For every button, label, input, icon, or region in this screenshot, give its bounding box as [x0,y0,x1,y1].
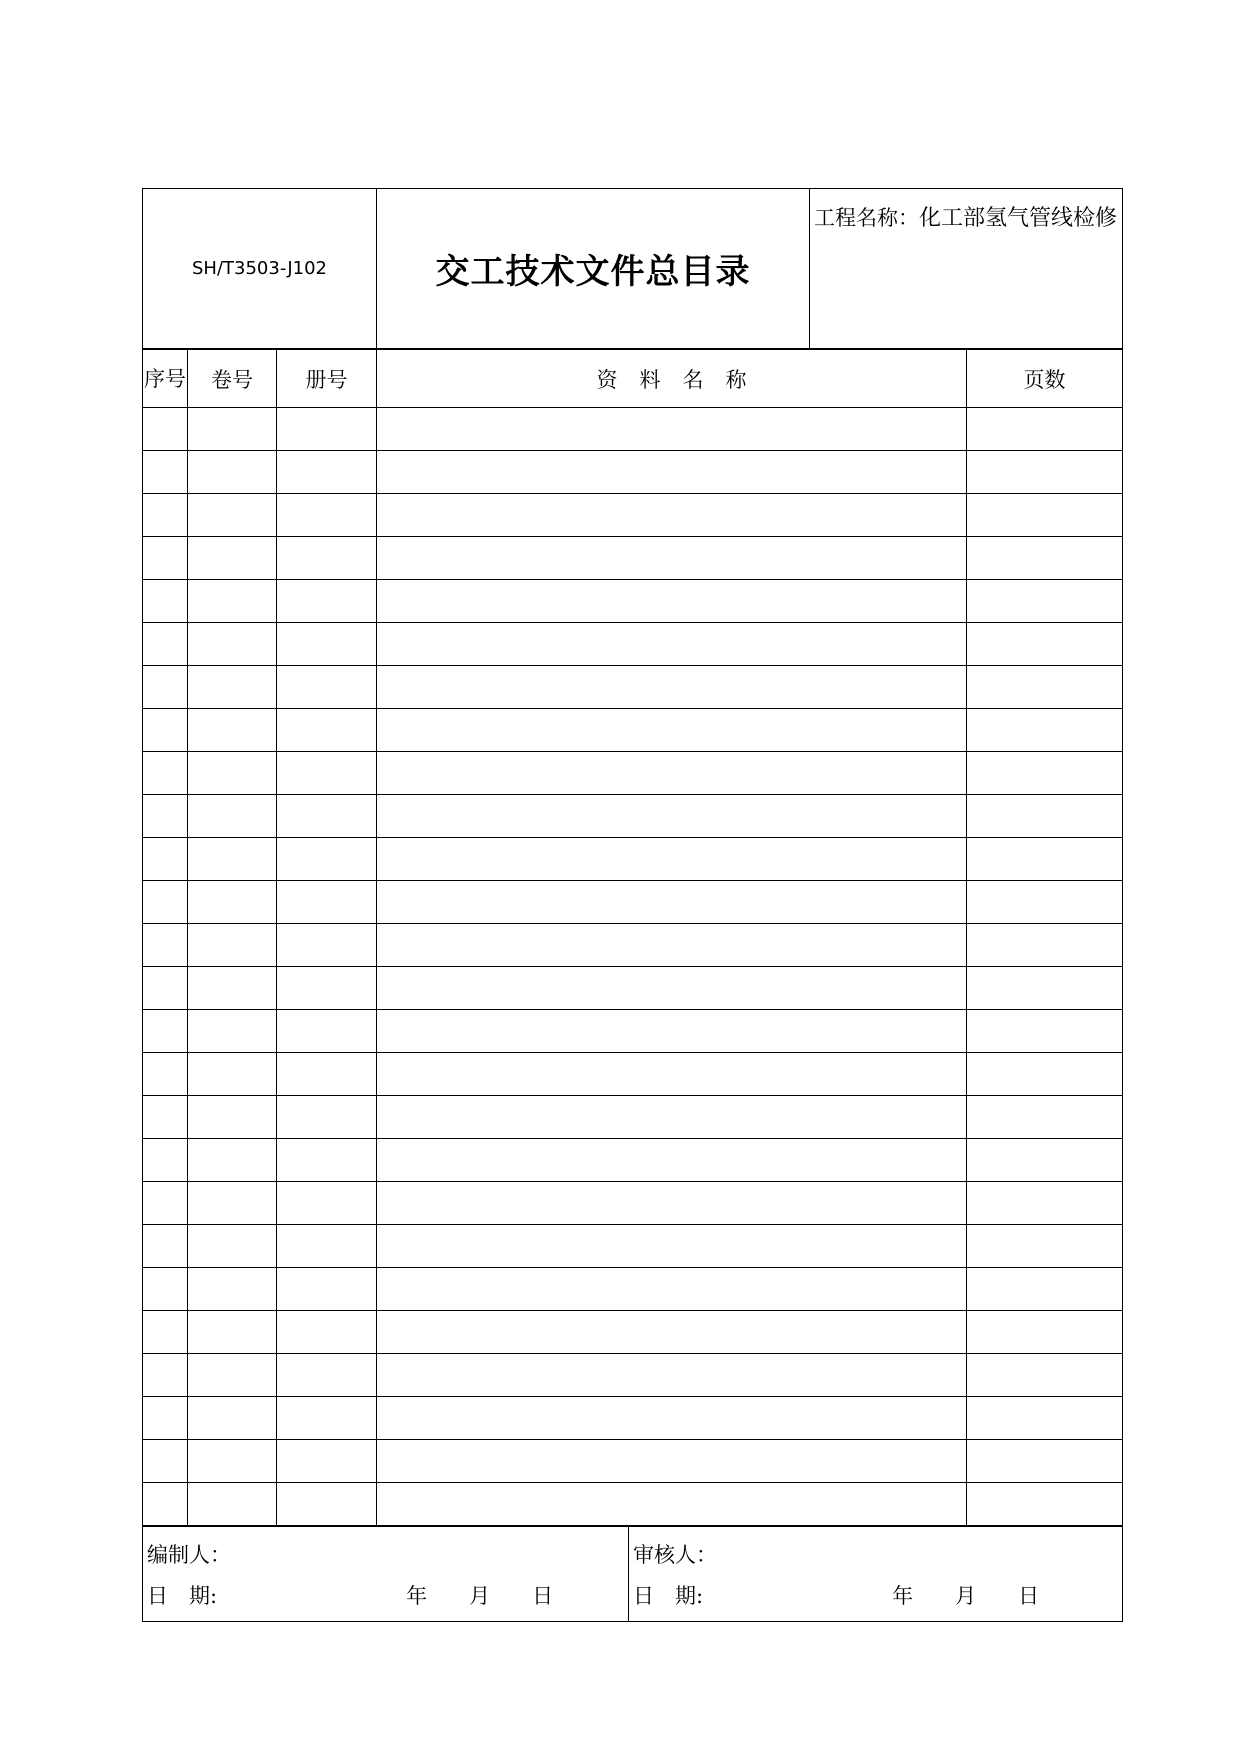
cell-seq [143,1096,188,1139]
column-header-row [143,350,1123,408]
cell-seq [143,1397,188,1440]
reviewer-label: 审核人： [633,1543,717,1567]
cell-seq [143,1440,188,1483]
project-name-cell [810,189,1123,349]
table-row [143,967,1123,1010]
cell-seq [143,623,188,666]
cell-volume [188,1354,277,1397]
cell-volume [188,1053,277,1096]
table-row [143,1139,1123,1182]
table-row [143,1182,1123,1225]
cell-book [277,451,377,494]
cell-book [277,408,377,451]
cell-book [277,1096,377,1139]
cell-seq [143,1354,188,1397]
cell-book [277,1053,377,1096]
project-name-label: 工程名称： [814,206,919,230]
cell-seq [143,1268,188,1311]
cell-seq [143,967,188,1010]
col-header-pages: 页数 [967,350,1123,408]
cell-volume [188,623,277,666]
cell-doc-name [377,1053,967,1096]
directory-table [142,349,1123,1526]
cell-pages [967,1182,1123,1225]
cell-book [277,967,377,1010]
cell-pages [967,1440,1123,1483]
cell-seq [143,1139,188,1182]
table-row [143,709,1123,752]
cell-volume [188,838,277,881]
table-row [143,580,1123,623]
cell-book [277,924,377,967]
cell-seq [143,1182,188,1225]
cell-seq [143,838,188,881]
cell-seq [143,924,188,967]
cell-pages [967,1354,1123,1397]
cell-doc-name [377,1139,967,1182]
cell-doc-name [377,1182,967,1225]
cell-volume [188,494,277,537]
cell-seq [143,580,188,623]
table-row [143,1483,1123,1526]
cell-doc-name [377,795,967,838]
cell-book [277,1311,377,1354]
cell-volume [188,709,277,752]
table-row [143,1225,1123,1268]
cell-book [277,1139,377,1182]
cell-book [277,795,377,838]
cell-pages [967,494,1123,537]
cell-volume [188,795,277,838]
cell-doc-name [377,1311,967,1354]
cell-pages [967,709,1123,752]
cell-pages [967,1225,1123,1268]
reviewer-cell [629,1527,1123,1622]
table-row [143,1053,1123,1096]
cell-book [277,1010,377,1053]
cell-pages [967,752,1123,795]
cell-volume [188,451,277,494]
cell-volume [188,752,277,795]
cell-volume [188,1225,277,1268]
cell-seq [143,451,188,494]
cell-book [277,666,377,709]
cell-seq [143,1483,188,1526]
table-row [143,494,1123,537]
table-row [143,1268,1123,1311]
cell-seq [143,709,188,752]
cell-volume [188,1397,277,1440]
cell-pages [967,1397,1123,1440]
cell-seq [143,1053,188,1096]
cell-volume [188,1483,277,1526]
cell-volume [188,537,277,580]
cell-volume [188,967,277,1010]
table-row [143,1311,1123,1354]
cell-book [277,838,377,881]
compiler-label: 编制人： [147,1543,231,1567]
cell-volume [188,408,277,451]
cell-doc-name [377,1268,967,1311]
cell-doc-name [377,451,967,494]
cell-seq [143,881,188,924]
cell-book [277,1397,377,1440]
cell-doc-name [377,1096,967,1139]
cell-doc-name [377,537,967,580]
table-row [143,537,1123,580]
cell-pages [967,1096,1123,1139]
cell-volume [188,666,277,709]
col-header-book: 册号 [277,350,377,408]
cell-doc-name [377,838,967,881]
cell-doc-name [377,1397,967,1440]
table-row [143,666,1123,709]
signature-block [142,1526,1123,1622]
cell-book [277,537,377,580]
cell-doc-name [377,1440,967,1483]
cell-seq [143,494,188,537]
cell-seq [143,666,188,709]
directory-form [142,188,1122,1622]
cell-seq [143,537,188,580]
cell-book [277,1483,377,1526]
cell-book [277,1268,377,1311]
cell-doc-name [377,709,967,752]
compiler-date: 日 期: 年 月 日 [147,1584,554,1608]
cell-volume [188,1311,277,1354]
cell-book [277,1354,377,1397]
table-row [143,1397,1123,1440]
cell-seq [143,408,188,451]
reviewer-date: 日 期: 年 月 日 [633,1584,1040,1608]
cell-doc-name [377,623,967,666]
cell-pages [967,537,1123,580]
cell-pages [967,967,1123,1010]
cell-pages [967,1268,1123,1311]
table-row [143,795,1123,838]
cell-seq [143,1311,188,1354]
cell-seq [143,1225,188,1268]
cell-doc-name [377,924,967,967]
cell-book [277,1225,377,1268]
cell-book [277,623,377,666]
table-row [143,1010,1123,1053]
cell-pages [967,451,1123,494]
cell-pages [967,580,1123,623]
cell-doc-name [377,1354,967,1397]
cell-volume [188,580,277,623]
cell-pages [967,924,1123,967]
cell-seq [143,752,188,795]
col-header-seq: 序号 [143,350,188,408]
cell-doc-name [377,1010,967,1053]
cell-pages [967,881,1123,924]
col-header-doc-name: 资料名称 [377,350,967,408]
cell-volume [188,1010,277,1053]
cell-pages [967,1010,1123,1053]
cell-pages [967,1483,1123,1526]
table-row [143,451,1123,494]
form-header [142,188,1123,349]
cell-doc-name [377,752,967,795]
cell-book [277,1440,377,1483]
cell-doc-name [377,580,967,623]
table-row [143,1440,1123,1483]
cell-volume [188,1440,277,1483]
cell-doc-name [377,881,967,924]
cell-doc-name [377,1483,967,1526]
cell-volume [188,1096,277,1139]
table-row [143,752,1123,795]
cell-volume [188,1182,277,1225]
table-row [143,408,1123,451]
cell-pages [967,1053,1123,1096]
cell-book [277,1182,377,1225]
cell-pages [967,666,1123,709]
form-code: SH/T3503-J102 [143,189,377,349]
cell-doc-name [377,1225,967,1268]
col-header-volume: 卷号 [188,350,277,408]
cell-doc-name [377,494,967,537]
cell-book [277,881,377,924]
table-row [143,881,1123,924]
cell-pages [967,838,1123,881]
cell-pages [967,623,1123,666]
cell-volume [188,1268,277,1311]
cell-book [277,494,377,537]
cell-book [277,580,377,623]
cell-pages [967,1311,1123,1354]
form-title: 交工技术文件总目录 [377,189,810,349]
cell-book [277,752,377,795]
table-row [143,924,1123,967]
compiler-cell [143,1527,629,1622]
cell-doc-name [377,666,967,709]
cell-seq [143,795,188,838]
cell-pages [967,795,1123,838]
cell-volume [188,1139,277,1182]
cell-doc-name [377,408,967,451]
cell-pages [967,1139,1123,1182]
cell-volume [188,924,277,967]
cell-seq [143,1010,188,1053]
table-row [143,1096,1123,1139]
project-name-value: 化工部氢气管线检修 [919,206,1118,231]
cell-book [277,709,377,752]
table-row [143,623,1123,666]
cell-volume [188,881,277,924]
table-row [143,1354,1123,1397]
cell-pages [967,408,1123,451]
table-row [143,838,1123,881]
cell-doc-name [377,967,967,1010]
